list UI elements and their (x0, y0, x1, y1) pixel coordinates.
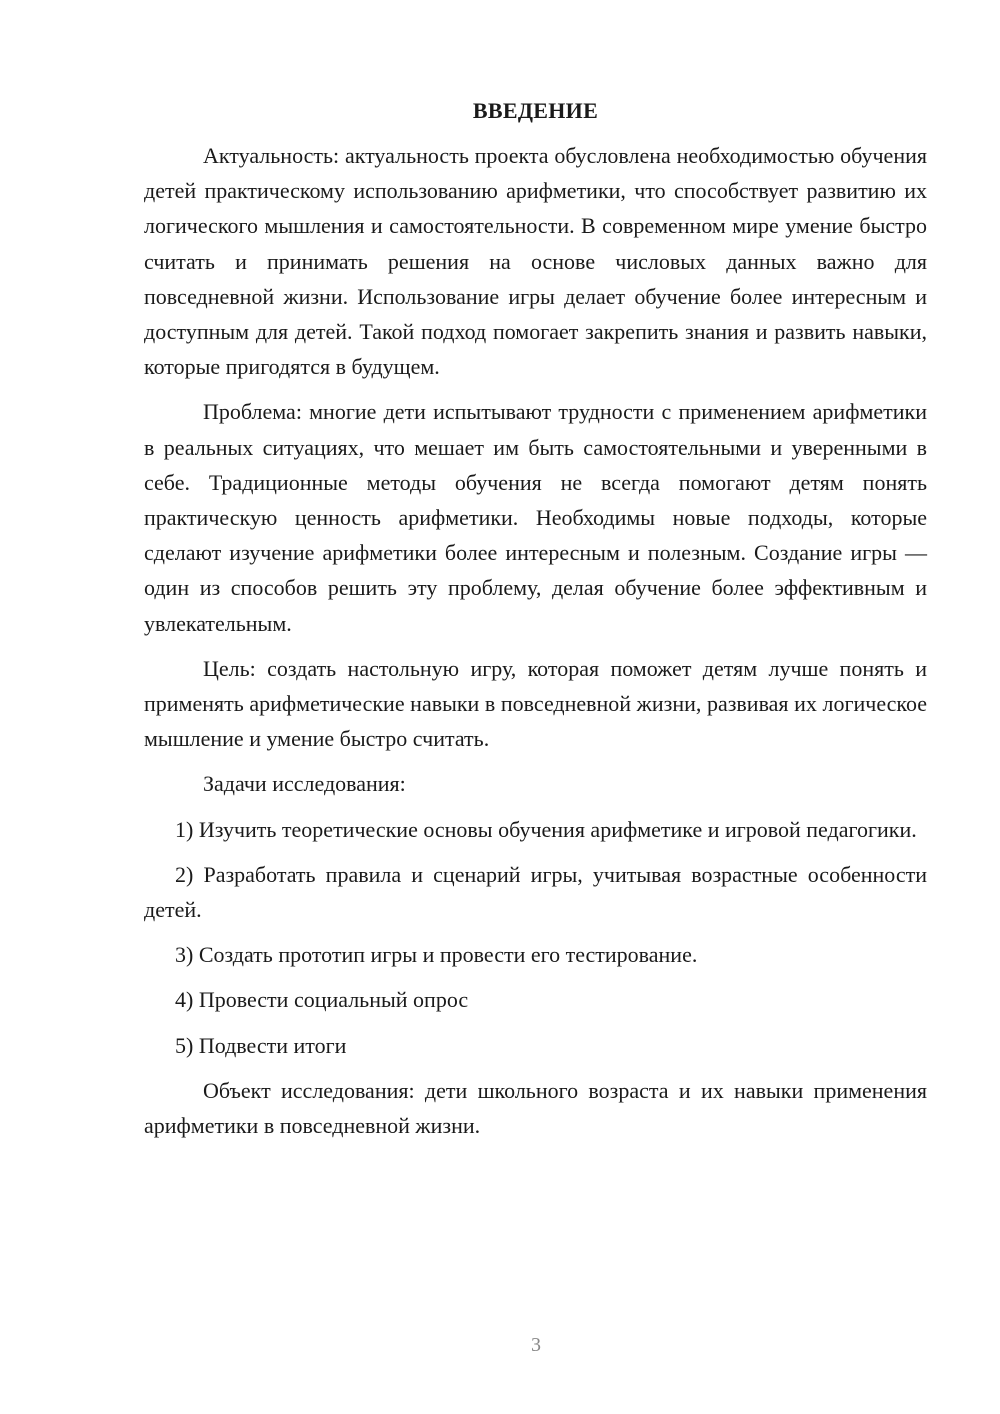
tasks-heading: Задачи исследования: (203, 771, 406, 797)
task-item-4: 4) Провести социальный опрос (175, 987, 469, 1013)
paragraph-goal: Цель: создать настольную игру, которая поможет детям лучше понять и применять арифметические навыки в повседневной жизни, развивая их логическое мышление и умение быстро считать. (144, 655, 927, 752)
paragraph-object: Объект исследования: дети школьного возраста и их навыки применения арифметики в повседневной жизни. (144, 1077, 927, 1139)
task-item-1: 1) Изучить теоретические основы обучения арифметике и игровой педагогики. (175, 816, 917, 842)
paragraph-relevance: Актуальность: актуальность проекта обусловлена необходимостью обучения детей практическому использованию арифметики, что способствует развитию их логического мышления и самостоятельности. В современном мире умение быстро считать и принимать решения на основе числовых данных важно для повседневной жизни. Использование игры делает обучение более интересным и доступным для детей. Такой подход помогает закрепить знания и развить навыки, которые пригодятся в будущем. (144, 143, 927, 380)
page-number: 3 (531, 1334, 541, 1356)
task-item-3: 3) Создать прототип игры и провести его тестирование. (175, 942, 698, 968)
task-item-5: 5) Подвести итоги (175, 1032, 347, 1058)
page-title: ВВЕДЕНИЕ (472, 98, 599, 123)
paragraph-problem: Проблема: многие дети испытывают трудности с применением арифметики в реальных ситуациях, что мешает им быть самостоятельными и уверенными в себе. Традиционные методы обучения не всегда помогают детям понять практическую ценность арифметики. Необходимы новые подходы, которые сделают изучение арифметики более интересным и полезным. Создание игры — один из способов решить эту проблему, делая обучение более эффективным и увлекательным. (144, 399, 927, 636)
page-content (144, 96, 927, 1153)
task-item-2: 2) Разработать правила и сценарий игры, учитывая возрастные особенности детей. (144, 861, 927, 923)
